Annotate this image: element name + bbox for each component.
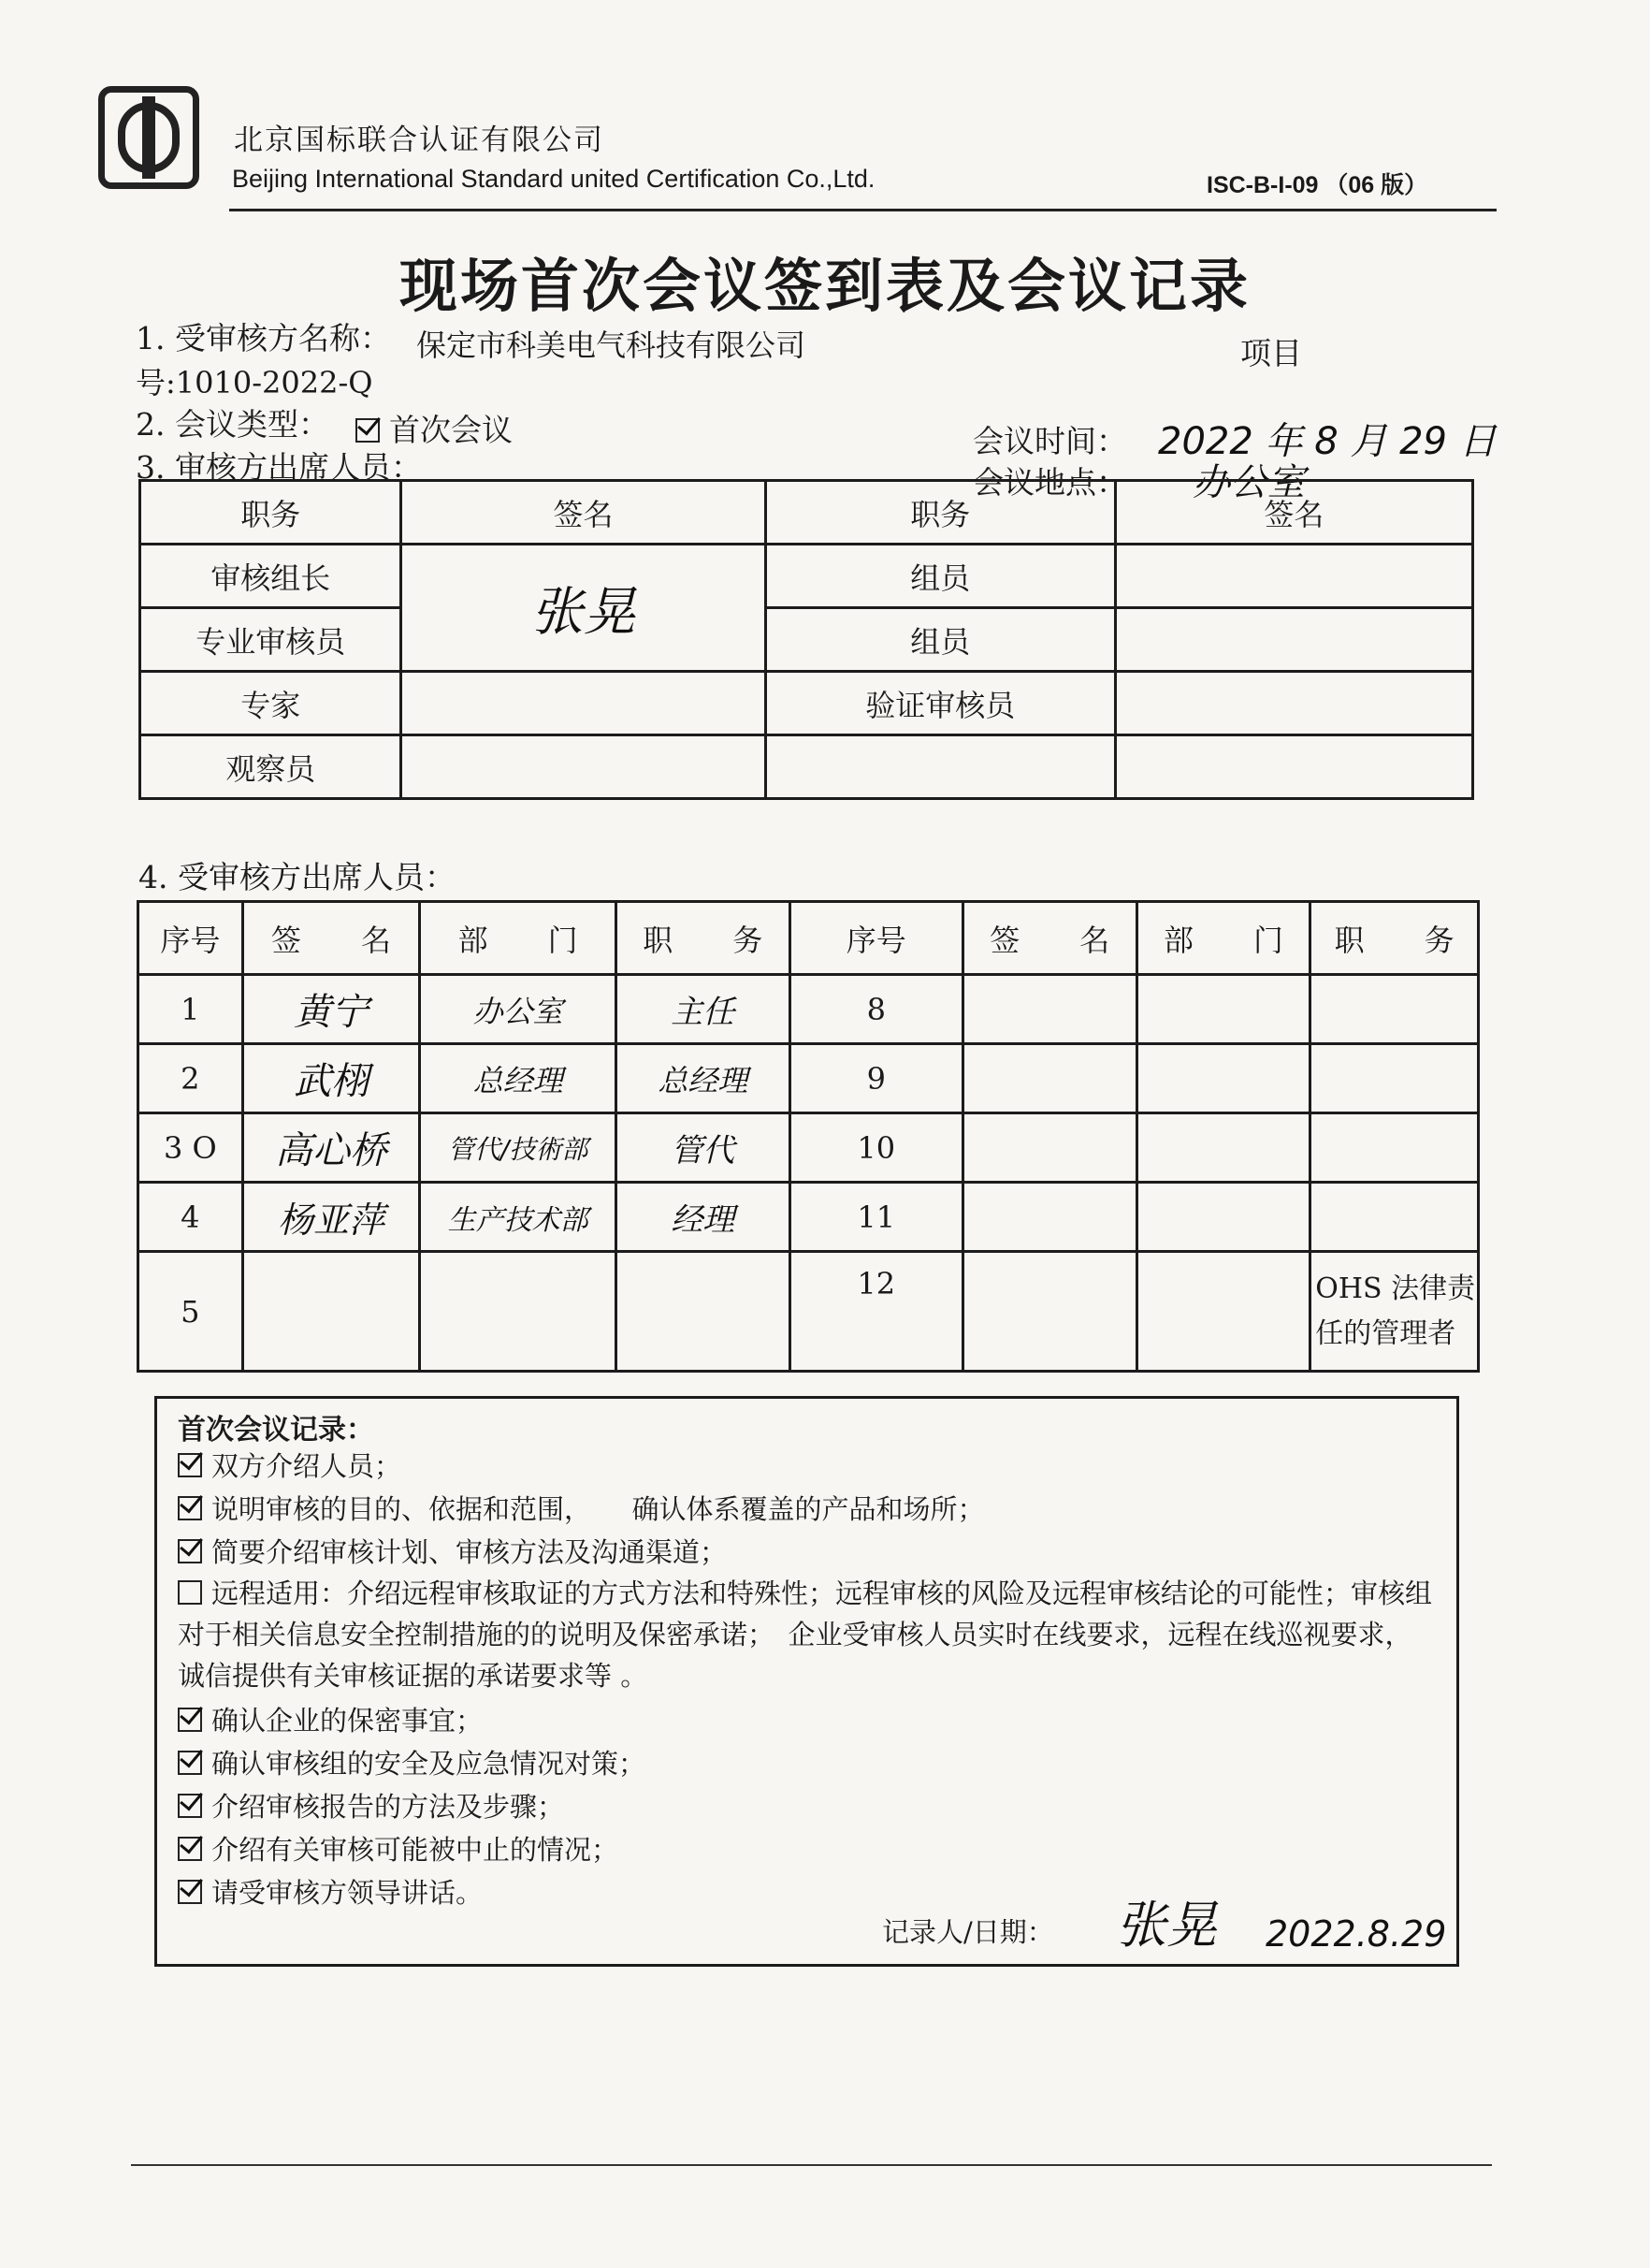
- title-cell: [1310, 1183, 1479, 1252]
- project-label: 项目: [1240, 335, 1302, 371]
- title-cell: [1310, 1113, 1479, 1183]
- table-header: 职务: [765, 481, 1115, 545]
- note-checkbox[interactable]: [178, 1453, 202, 1477]
- note-checkbox[interactable]: [178, 1751, 202, 1775]
- note-item: 双方介绍人员；: [178, 1453, 1436, 1480]
- signature-cell: [962, 1113, 1136, 1183]
- table-header-row: [140, 481, 1473, 545]
- role-cell: 审核组长: [140, 545, 401, 608]
- role-cell: 专家: [140, 672, 401, 735]
- auditee-name-value: 保定市科美电气科技有限公司: [416, 327, 806, 363]
- note-checkbox[interactable]: [178, 1794, 202, 1818]
- company-name-cn: 北京国标联合认证有限公司: [234, 124, 604, 157]
- row-number: 8: [789, 975, 962, 1044]
- row-number: 11: [789, 1183, 962, 1252]
- department-cell: [1136, 1113, 1310, 1183]
- department-cell: [420, 1252, 616, 1372]
- note-checkbox[interactable]: [178, 1708, 202, 1732]
- signature-cell: 武栩: [242, 1044, 420, 1113]
- title-cell: 主任: [615, 975, 789, 1044]
- signature-cell: [1115, 735, 1472, 799]
- signature-cell: 高心桥: [242, 1113, 420, 1183]
- notes-heading: 首次会议记录：: [178, 1414, 374, 1447]
- meeting-type-value: 首次会议: [355, 406, 513, 450]
- signature-cell: [1115, 545, 1472, 608]
- auditee-name-label: 1. 受审核方名称：: [136, 320, 391, 356]
- meeting-place-value: 办公室: [1193, 461, 1305, 504]
- signature-cell: 黄宁: [242, 975, 420, 1044]
- title-cell: 管代: [615, 1113, 789, 1183]
- role-cell: 专业审核员: [140, 608, 401, 672]
- meeting-place-label: 会议地点：: [973, 464, 1127, 501]
- table-header-row: [138, 902, 1479, 975]
- note-item: 说明审核的目的、依据和范围， 确认体系覆盖的产品和场所；: [178, 1496, 1436, 1523]
- table-header: 签名: [401, 481, 765, 545]
- note-item: 确认审核组的安全及应急情况对策；: [178, 1751, 1436, 1778]
- leader-signature: 张晃: [401, 545, 765, 672]
- signature-cell: [962, 1252, 1136, 1372]
- table-header: 签名: [1115, 481, 1472, 545]
- department-cell: 生产技术部: [420, 1183, 616, 1252]
- note-item: 介绍有关审核可能被中止的情况；: [178, 1837, 1436, 1864]
- row-number: 12: [789, 1252, 962, 1372]
- table-header: 部 门: [1136, 902, 1310, 975]
- auditee-attendees-label: 4. 受审核方出席人员：: [138, 859, 456, 895]
- title-cell: [615, 1252, 789, 1372]
- table-header: 职 务: [1310, 902, 1479, 975]
- table-row: [140, 672, 1473, 735]
- department-cell: [1136, 975, 1310, 1044]
- recorder-label: 记录人/日期：: [882, 1916, 1054, 1948]
- table-header: 签 名: [962, 902, 1136, 975]
- table-row: [140, 608, 1473, 672]
- role-cell: 验证审核员: [765, 672, 1115, 735]
- table-row: [138, 975, 1479, 1044]
- footer-divider: [131, 2164, 1492, 2166]
- table-row: [138, 1183, 1479, 1252]
- note-item: 介绍审核报告的方法及步骤；: [178, 1794, 1436, 1821]
- signature-cell: [962, 975, 1136, 1044]
- signature-cell: [1115, 608, 1472, 672]
- row-number: 5: [138, 1252, 243, 1372]
- table-row: [138, 1044, 1479, 1113]
- title-cell: 总经理: [615, 1044, 789, 1113]
- row-number: 3 O: [138, 1113, 243, 1183]
- table-header: 部 门: [420, 902, 616, 975]
- meeting-notes-box: [154, 1396, 1459, 1967]
- table-header: 职务: [140, 481, 401, 545]
- note-item: 简要介绍审核计划、审核方法及沟通渠道；: [178, 1539, 1436, 1566]
- department-cell: [1136, 1183, 1310, 1252]
- signature-cell: 杨亚萍: [242, 1183, 420, 1252]
- note-item: 远程适用：介绍远程审核取证的方式方法和特殊性；远程审核的风险及远程审核结论的可能性；审核组对于相关信息安全控制措施的的说明及保密承诺； 企业受审核人员实时在线要求，远程在线巡视要求，诚信提供有关审核证据的承诺要求等 。: [178, 1577, 1433, 1692]
- row-number: 10: [789, 1113, 962, 1183]
- signature-cell: [962, 1183, 1136, 1252]
- signature-cell: [242, 1252, 420, 1372]
- department-cell: [1136, 1252, 1310, 1372]
- meeting-type-checkbox: [355, 418, 380, 443]
- note-item: 请受审核方领导讲话。: [178, 1880, 1436, 1907]
- meeting-type-label: 2. 会议类型：: [136, 406, 329, 443]
- role-cell: [765, 735, 1115, 799]
- meeting-time-label: 会议时间：: [973, 423, 1127, 459]
- department-cell: 总经理: [420, 1044, 616, 1113]
- auditor-attendees-label: 3. 审核方出席人员：: [136, 449, 422, 486]
- company-name-en: Beijing International Standard united Certification Co.,Ltd.: [232, 165, 876, 193]
- title-cell: OHS 法律责任的管理者: [1310, 1252, 1479, 1372]
- project-number: 号:1010-2022-Q: [136, 365, 373, 400]
- row-number: 4: [138, 1183, 243, 1252]
- table-header: 职 务: [615, 902, 789, 975]
- table-header: 序号: [789, 902, 962, 975]
- meeting-time-value: 2022 年 8 月 29 日: [1158, 420, 1497, 463]
- title-cell: [1310, 1044, 1479, 1113]
- note-checkbox[interactable]: [178, 1539, 202, 1563]
- signature-cell: [401, 735, 765, 799]
- page-title: 现场首次会议签到表及会议记录: [398, 252, 1251, 320]
- table-row: [140, 545, 1473, 608]
- company-logo: [98, 86, 199, 189]
- table-row: [140, 735, 1473, 799]
- recorder-signature: 张晃: [1116, 1896, 1217, 1955]
- role-cell: 组员: [765, 608, 1115, 672]
- note-checkbox[interactable]: [178, 1837, 202, 1861]
- department-cell: 办公室: [420, 975, 616, 1044]
- row-number: 9: [789, 1044, 962, 1113]
- role-cell: 观察员: [140, 735, 401, 799]
- row-number: 2: [138, 1044, 243, 1113]
- header-divider: [229, 209, 1497, 211]
- signature-cell: [1115, 672, 1472, 735]
- form-code: ISC-B-I-09 （06 版）: [1207, 172, 1428, 198]
- auditor-table: [138, 479, 1474, 800]
- title-cell: [1310, 975, 1479, 1044]
- table-row: [138, 1252, 1479, 1372]
- row-number: 1: [138, 975, 243, 1044]
- table-row: [138, 1113, 1479, 1183]
- table-header: 序号: [138, 902, 243, 975]
- note-item: 确认企业的保密事宜；: [178, 1708, 1436, 1735]
- note-checkbox[interactable]: [178, 1496, 202, 1520]
- department-cell: [1136, 1044, 1310, 1113]
- note-checkbox[interactable]: [178, 1580, 202, 1605]
- role-cell: 组员: [765, 545, 1115, 608]
- table-header: 签 名: [242, 902, 420, 975]
- auditee-table: [137, 900, 1480, 1373]
- recorder-date: 2022.8.29: [1266, 1913, 1447, 1955]
- signature-cell: [401, 672, 765, 735]
- department-cell: 管代/技術部: [420, 1113, 616, 1183]
- note-checkbox[interactable]: [178, 1880, 202, 1904]
- title-cell: 经理: [615, 1183, 789, 1252]
- signature-cell: [962, 1044, 1136, 1113]
